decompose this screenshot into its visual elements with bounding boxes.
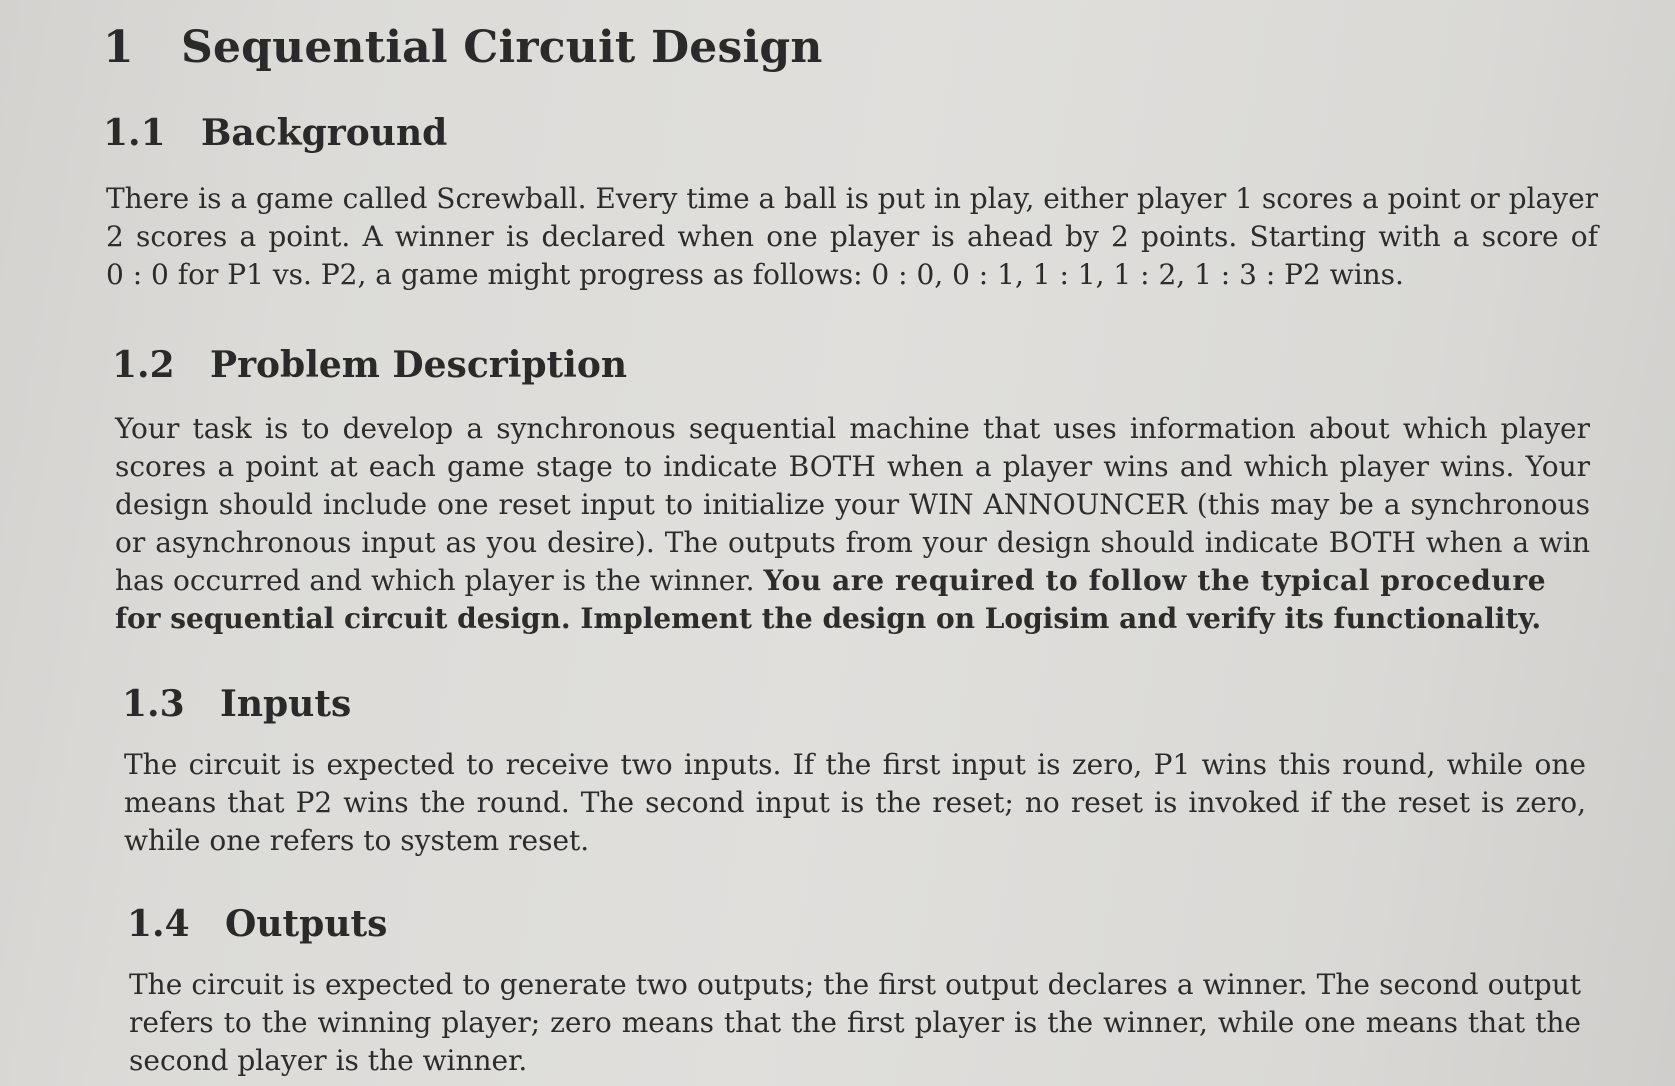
subsection-number: 1.3 [122,683,185,725]
subsection-number: 1.1 [103,112,166,154]
paragraph-line: means that P2 wins the round. The second input is the reset; no reset is invoked if the reset is zero, [124,786,1586,819]
subsection-title: Inputs [220,683,352,725]
subsection-title: Problem Description [210,344,628,386]
inputs-paragraph [124,746,1586,860]
bold-requirement-line: for sequential circuit design. Implement the design on Logisim and verify its functionality. [115,602,1542,635]
section-title: Sequential Circuit Design [181,22,823,73]
section-heading [103,22,823,73]
subsection-heading-outputs [127,903,387,945]
paragraph-line: 0 : 0 for P1 vs. P2, a game might progress as follows: 0 : 0, 0 : 1, 1 : 1, 1 : 2, 1 : 3 : P2 wins. [106,258,1404,291]
background-paragraph [106,180,1598,294]
paragraph-line: or asynchronous input as you desire). The outputs from your design should indicate BOTH when a win [115,526,1590,559]
bold-requirement-text: You are required to follow the typical procedure [763,564,1547,597]
paragraph-line: refers to the winning player; zero means that the first player is the winner, while one means that the [129,1006,1581,1039]
paragraph-line: scores a point at each game stage to indicate BOTH when a player wins and which player wins. Your [115,450,1590,483]
paragraph-line: second player is the winner. [129,1044,528,1077]
paragraph-line-mixed [115,562,1590,600]
subsection-heading-inputs [122,683,351,725]
paragraph-line: The circuit is expected to generate two outputs; the first output declares a winner. The second output [129,968,1581,1001]
outputs-paragraph [129,966,1581,1080]
plain-text: has occurred and which player is the winner. [115,564,755,597]
paragraph-line: while one refers to system reset. [124,824,590,857]
problem-description-paragraph [115,410,1590,638]
paragraph-line: The circuit is expected to receive two inputs. If the first input is zero, P1 wins this round, while one [124,748,1586,781]
subsection-heading-problem-description [112,344,627,386]
paragraph-line: 2 scores a point. A winner is declared when one player is ahead by 2 points. Starting with a score of [106,220,1598,253]
subsection-number: 1.4 [127,903,190,945]
paragraph-line: design should include one reset input to initialize your WIN ANNOUNCER (this may be a synchronous [115,488,1590,521]
paragraph-line: Your task is to develop a synchronous sequential machine that uses information about which player [115,412,1590,445]
subsection-heading-background [103,112,447,154]
section-number: 1 [103,22,134,73]
subsection-title: Outputs [225,903,388,945]
paragraph-line: There is a game called Screwball. Every time a ball is put in play, either player 1 scores a point or player [106,182,1599,215]
subsection-number: 1.2 [112,344,175,386]
subsection-title: Background [201,112,448,154]
